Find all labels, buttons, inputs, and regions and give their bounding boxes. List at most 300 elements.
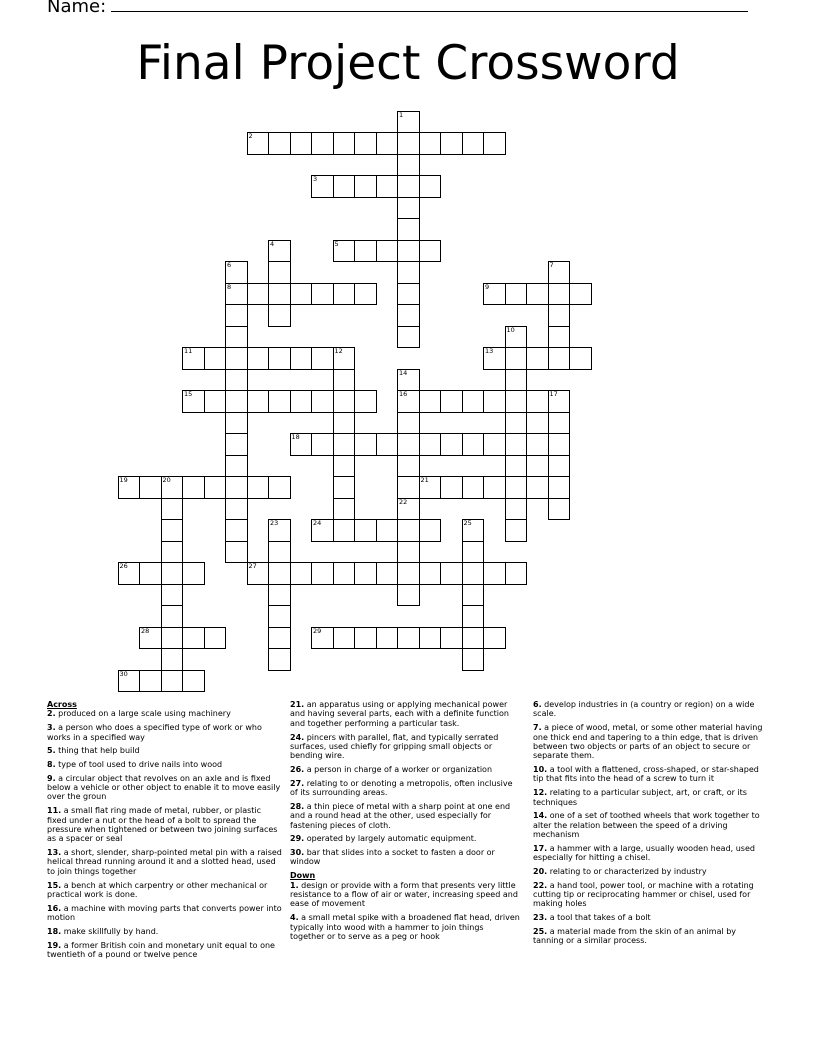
clue-number: 10. [533,765,548,775]
grid-cell[interactable] [311,627,334,650]
clue-number: 30. [290,848,305,858]
grid-cell[interactable] [161,541,184,564]
grid-cell[interactable] [161,562,184,585]
grid-cell[interactable] [290,562,313,585]
grid-cell[interactable] [526,390,549,413]
clue-text: produced on a large scale using machinery [58,709,231,719]
grid-cell[interactable] [354,627,377,650]
clue-number: 5. [47,746,56,756]
grid-cell[interactable] [268,605,291,628]
grid-cell[interactable] [268,132,291,155]
grid-cell[interactable] [225,541,248,564]
grid-cell[interactable] [118,670,141,693]
grid-cell[interactable] [247,562,270,585]
down-clue [533,723,769,761]
grid-cell[interactable] [505,562,528,585]
cell-number: 25 [463,519,472,527]
grid-cell[interactable] [268,584,291,607]
grid-cell[interactable] [268,627,291,650]
grid-cell[interactable] [526,283,549,306]
clues-column-1 [47,700,283,964]
grid-cell[interactable] [311,562,334,585]
grid-cell[interactable] [548,347,571,370]
grid-cell[interactable] [182,562,205,585]
grid-cell[interactable] [268,519,291,542]
grid-cell[interactable] [505,326,528,349]
grid-cell[interactable] [440,390,463,413]
grid-cell[interactable] [268,541,291,564]
grid-cell[interactable] [483,283,506,306]
cell-number: 13 [485,347,494,355]
clue-text: design or provide with a form that presents very little resistance to a flow of air or water, increasing speed and ease of movement [290,880,518,909]
across-clue [47,806,283,844]
clue-text: develop industries in (a country or region) on a wide scale. [533,700,755,719]
grid-cell[interactable] [526,476,549,499]
grid-cell[interactable] [268,240,291,263]
cell-number: 8 [227,282,232,291]
clue-number: 27. [290,778,305,788]
across-clue [290,779,520,798]
grid-cell[interactable] [397,627,420,650]
cell-number: 20 [162,476,171,484]
down-clue [533,788,769,807]
grid-cell[interactable] [548,283,571,306]
grid-cell[interactable] [462,584,485,607]
clue-text: a former British coin and monetary unit equal to one twentieth of a pound or twelve pence [47,940,275,959]
clue-number: 3. [47,723,56,733]
grid-cell[interactable] [225,326,248,349]
grid-cell[interactable] [397,412,420,435]
grid-cell[interactable] [161,519,184,542]
clue-text: a piece of wood, metal, or some other material having one thick end and tapering to a thin edge, that is driven between two objects or parts of an object to secure or separate them. [533,723,763,761]
grid-cell[interactable] [225,283,248,306]
across-heading: Across [47,700,77,709]
grid-cell[interactable] [247,390,270,413]
grid-cell[interactable] [397,326,420,349]
grid-cell[interactable] [376,627,399,650]
across-clue [47,881,283,900]
clue-number: 11. [47,806,62,816]
grid-cell[interactable] [225,433,248,456]
cell-number: 2 [248,132,253,140]
grid-cell[interactable] [440,433,463,456]
clue-number: 15. [47,880,62,890]
clue-number: 26. [290,765,305,775]
clue-text: a hammer with a large, usually wooden head, used especially for hitting a chisel. [533,843,755,863]
grid-cell[interactable] [569,347,592,370]
grid-cell[interactable] [548,412,571,435]
clue-number: 13. [47,848,62,858]
across-clue [47,904,283,923]
grid-cell[interactable] [505,390,528,413]
grid-cell[interactable] [333,347,356,370]
grid-cell[interactable] [483,627,506,650]
grid-cell[interactable] [204,627,227,650]
grid-cell[interactable] [333,562,356,585]
grid-cell[interactable] [311,433,334,456]
across-clue [290,765,520,774]
clue-text: thing that help build [58,746,140,756]
down-clue [533,913,769,922]
grid-cell[interactable] [505,412,528,435]
clue-number: 19. [47,940,62,950]
grid-cell[interactable] [311,390,334,413]
grid-cell[interactable] [204,347,227,370]
grid-cell[interactable] [462,519,485,542]
grid-cell[interactable] [268,562,291,585]
grid-cell[interactable] [225,347,248,370]
grid-cell[interactable] [462,541,485,564]
clue-number: 12. [533,788,548,798]
cell-number: 26 [119,562,128,570]
grid-cell[interactable] [161,627,184,650]
grid-cell[interactable] [397,283,420,306]
cell-number: 24 [313,519,322,527]
grid-cell[interactable] [397,111,420,134]
grid-cell[interactable] [419,519,442,542]
grid-cell[interactable] [311,175,334,198]
grid-cell[interactable] [397,154,420,177]
across-clue [290,848,520,867]
across-clue [47,760,283,769]
clue-number: 14. [533,811,548,821]
grid-cell[interactable] [548,261,571,284]
grid-cell[interactable] [290,433,313,456]
grid-cell[interactable] [397,132,420,155]
grid-cell[interactable] [397,218,420,241]
down-clue [533,700,769,719]
grid-cell[interactable] [419,175,442,198]
grid-cell[interactable] [247,132,270,155]
grid-cell[interactable] [311,519,334,542]
grid-cell[interactable] [354,283,377,306]
grid-cell[interactable] [247,476,270,499]
clue-text: one of a set of toothed wheels that work together to alter the relation between the speed of a driving mechanism [533,811,760,840]
grid-cell[interactable] [505,433,528,456]
clue-number: 24. [290,732,305,742]
cell-number: 19 [119,476,128,484]
clue-number: 7. [533,723,542,733]
grid-cell[interactable] [419,433,442,456]
grid-cell[interactable] [548,326,571,349]
clue-number: 20. [533,866,548,876]
across-clue [47,709,283,718]
grid-cell[interactable] [354,433,377,456]
grid-cell[interactable] [483,390,506,413]
grid-cell[interactable] [505,498,528,521]
clue-text: a tool that takes of a bolt [549,913,651,923]
clue-number: 1. [290,880,299,890]
clue-number: 23. [533,913,548,923]
grid-cell[interactable] [225,412,248,435]
grid-cell[interactable] [268,648,291,671]
across-clue [290,733,520,761]
grid-cell[interactable] [225,390,248,413]
grid-cell[interactable] [333,433,356,456]
cell-number: 12 [334,347,343,355]
grid-cell[interactable] [311,283,334,306]
grid-cell[interactable] [440,627,463,650]
grid-cell[interactable] [161,648,184,671]
grid-cell[interactable] [397,390,420,413]
grid-cell[interactable] [354,175,377,198]
grid-cell[interactable] [376,433,399,456]
grid-cell[interactable] [397,562,420,585]
across-clue [47,848,283,876]
grid-cell[interactable] [397,369,420,392]
grid-cell[interactable] [290,390,313,413]
cell-number: 17 [549,390,558,398]
across-clue [47,941,283,960]
cell-number: 18 [291,433,300,441]
grid-cell[interactable] [440,562,463,585]
grid-cell[interactable] [419,132,442,155]
clue-text: a material made from the skin of an animal by tanning or a similar process. [533,926,737,946]
grid-cell[interactable] [118,476,141,499]
grid-cell[interactable] [376,519,399,542]
clue-number: 28. [290,801,305,811]
grid-cell[interactable] [462,605,485,628]
across-clue [290,802,520,830]
cell-number: 11 [184,347,193,355]
grid-cell[interactable] [268,347,291,370]
grid-cell[interactable] [483,132,506,155]
grid-cell[interactable] [182,627,205,650]
cell-number: 14 [399,368,408,377]
grid-cell[interactable] [548,498,571,521]
grid-cell[interactable] [161,605,184,628]
clue-text: relating to or characterized by industry [549,866,707,876]
grid-cell[interactable] [139,670,162,693]
cell-number: 3 [313,175,318,183]
grid-cell[interactable] [161,476,184,499]
grid-cell[interactable] [225,455,248,478]
cell-number: 10 [506,325,515,334]
grid-cell[interactable] [247,283,270,306]
down-clue [533,844,769,863]
name-label: Name: [47,0,107,17]
clue-text: a thin piece of metal with a sharp point at one end and a round head at the other, used especially for fastening pieces of cloth. [290,801,511,830]
grid-cell[interactable] [397,541,420,564]
clues-column-2 [290,700,520,946]
grid-cell[interactable] [483,347,506,370]
cell-number: 22 [399,497,408,506]
grid-cell[interactable] [333,412,356,435]
grid-cell[interactable] [333,455,356,478]
grid-cell[interactable] [354,519,377,542]
grid-cell[interactable] [333,519,356,542]
grid-cell[interactable] [333,132,356,155]
clue-text: a small metal spike with a broadened flat head, driven typically into wood with a hammer to join things together or to serve as a peg or hook [290,913,520,941]
grid-cell[interactable] [182,670,205,693]
grid-cell[interactable] [397,304,420,327]
grid-cell[interactable] [548,390,571,413]
grid-cell[interactable] [182,390,205,413]
grid-cell[interactable] [462,132,485,155]
cell-number: 16 [399,390,408,398]
grid-cell[interactable] [548,455,571,478]
grid-cell[interactable] [569,283,592,306]
grid-cell[interactable] [397,498,420,521]
clue-text: a circular object that revolves on an axle and is fixed below a vehicle or other object to enable it to move easily over the groun [47,773,281,802]
grid-cell[interactable] [139,476,162,499]
grid-cell[interactable] [483,562,506,585]
grid-cell[interactable] [333,390,356,413]
grid-cell[interactable] [397,519,420,542]
cell-number: 15 [184,390,193,398]
grid-cell[interactable] [397,240,420,263]
grid-cell[interactable] [225,261,248,284]
grid-cell[interactable] [462,476,485,499]
grid-cell[interactable] [376,240,399,263]
grid-cell[interactable] [440,476,463,499]
across-clue [290,700,520,728]
grid-cell[interactable] [354,390,377,413]
grid-cell[interactable] [225,498,248,521]
clue-text: a person who does a specified type of work or who works in a specified way [47,723,262,742]
grid-cell[interactable] [161,584,184,607]
clue-text: a small flat ring made of metal, rubber, or plastic fixed under a nut or the head of a bolt to spread the pressure when tightened or between two joining surfaces as a spacer or seal [47,806,278,844]
grid-cell[interactable] [419,390,442,413]
grid-cell[interactable] [225,519,248,542]
grid-cell[interactable] [419,240,442,263]
down-clue [533,867,769,876]
grid-cell[interactable] [354,132,377,155]
grid-cell[interactable] [204,476,227,499]
grid-cell[interactable] [333,498,356,521]
grid-cell[interactable] [505,369,528,392]
grid-cell[interactable] [526,347,549,370]
clue-number: 2. [47,709,56,719]
clue-text: operated by largely automatic equipment. [306,834,477,844]
grid-cell[interactable] [333,627,356,650]
grid-cell[interactable] [462,390,485,413]
clue-number: 18. [47,926,62,936]
grid-cell[interactable] [548,304,571,327]
grid-cell[interactable] [333,476,356,499]
down-clue [290,881,520,909]
grid-cell[interactable] [505,519,528,542]
grid-cell[interactable] [462,627,485,650]
grid-cell[interactable] [462,433,485,456]
grid-cell[interactable] [397,197,420,220]
down-clue [290,913,520,941]
down-clue [533,811,769,839]
grid-cell[interactable] [505,455,528,478]
cell-number: 6 [227,261,232,269]
clue-number: 16. [47,903,62,913]
grid-cell[interactable] [505,283,528,306]
clue-number: 22. [533,880,548,890]
clues-column-3 [533,700,769,950]
grid-cell[interactable] [139,562,162,585]
grid-cell[interactable] [333,369,356,392]
grid-cell[interactable] [268,476,291,499]
grid-cell[interactable] [161,498,184,521]
cell-number: 23 [270,519,279,527]
cell-number: 27 [248,562,257,570]
grid-cell[interactable] [397,261,420,284]
grid-cell[interactable] [548,433,571,456]
clue-text: type of tool used to drive nails into wood [58,759,223,769]
grid-cell[interactable] [397,455,420,478]
grid-cell[interactable] [268,283,291,306]
grid-cell[interactable] [397,476,420,499]
grid-cell[interactable] [505,476,528,499]
grid-cell[interactable] [419,562,442,585]
grid-cell[interactable] [225,304,248,327]
grid-cell[interactable] [376,562,399,585]
grid-cell[interactable] [376,175,399,198]
grid-cell[interactable] [440,132,463,155]
grid-cell[interactable] [247,347,270,370]
clue-text: make skillfully by hand. [63,926,159,936]
grid-cell[interactable] [311,347,334,370]
grid-cell[interactable] [311,132,334,155]
cell-number: 5 [334,239,339,248]
grid-cell[interactable] [225,369,248,392]
cell-number: 9 [485,282,490,291]
grid-cell[interactable] [333,240,356,263]
grid-cell[interactable] [419,476,442,499]
cell-number: 29 [313,626,322,635]
grid-cell[interactable] [419,627,442,650]
clue-number: 6. [533,700,542,709]
grid-cell[interactable] [118,562,141,585]
grid-cell[interactable] [268,261,291,284]
grid-cell[interactable] [268,390,291,413]
grid-cell[interactable] [526,433,549,456]
grid-cell[interactable] [548,476,571,499]
across-clue [47,723,283,742]
grid-cell[interactable] [161,670,184,693]
grid-cell[interactable] [182,476,205,499]
clue-text: a machine with moving parts that converts power into motion [47,903,282,923]
grid-cell[interactable] [333,283,356,306]
grid-cell[interactable] [204,390,227,413]
grid-cell[interactable] [397,175,420,198]
clue-text: a tool with a flattened, cross-shaped, or star-shaped tip that fits into the head of a screw to turn it [533,765,759,784]
cell-number: 4 [270,239,275,248]
grid-cell[interactable] [462,648,485,671]
grid-cell[interactable] [182,347,205,370]
grid-cell[interactable] [268,304,291,327]
grid-cell[interactable] [333,175,356,198]
clue-text: an apparatus using or applying mechanical power and having several parts, each with a definite function and together performing a particular task. [290,700,509,728]
page-title: Final Project Crossword [136,36,680,91]
grid-cell[interactable] [505,347,528,370]
grid-cell[interactable] [139,627,162,650]
clue-text: bar that slides into a socket to fasten a door or window [290,848,495,867]
grid-cell[interactable] [354,562,377,585]
grid-cell[interactable] [225,476,248,499]
down-clue [533,927,769,946]
clue-number: 8. [47,759,56,769]
grid-cell[interactable] [483,433,506,456]
grid-cell[interactable] [290,283,313,306]
grid-cell[interactable] [462,562,485,585]
grid-cell[interactable] [397,584,420,607]
grid-cell[interactable] [290,347,313,370]
clue-number: 25. [533,926,548,936]
grid-cell[interactable] [290,132,313,155]
clue-text: relating to a particular subject, art, or craft, or its techniques [533,788,747,807]
grid-cell[interactable] [354,240,377,263]
grid-cell[interactable] [483,476,506,499]
clue-text: a short, slender, sharp-pointed metal pin with a raised helical thread running around it and a slotted head, used to join things together [47,848,282,876]
grid-cell[interactable] [397,433,420,456]
grid-cell[interactable] [376,132,399,155]
